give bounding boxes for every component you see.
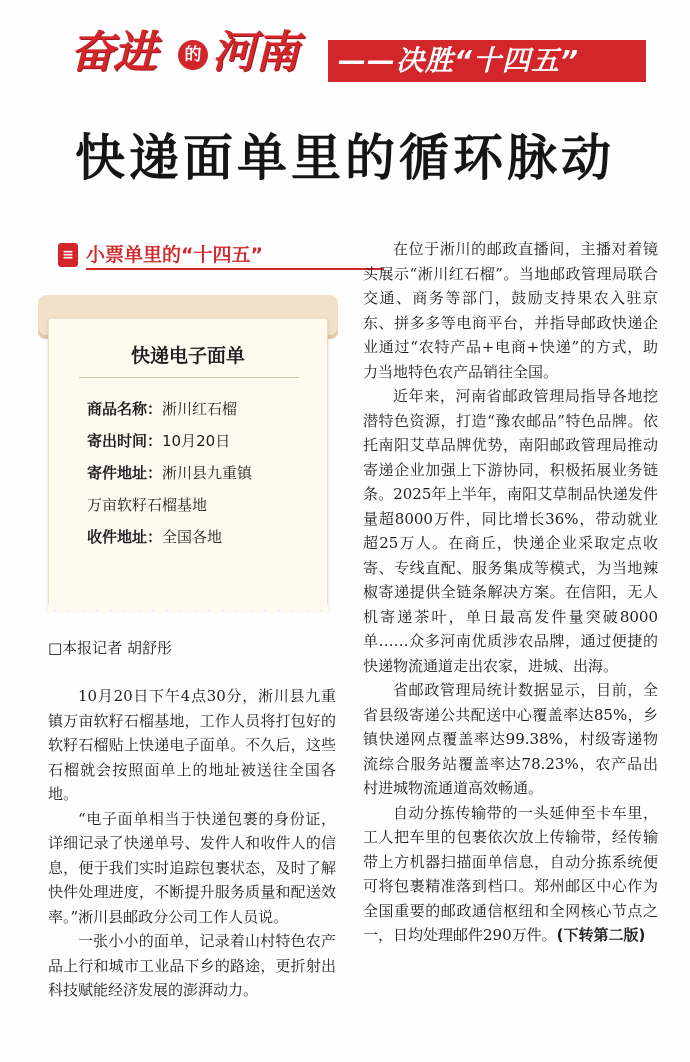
receipt-title: 快递电子面单 — [130, 345, 245, 367]
article-paragraph: 省邮政管理局统计数据显示，目前，全省县级寄递公共配送中心覆盖率达85%，乡镇快递网点覆盖率达99.38%，村级寄递物流综合服务站覆盖率达78.23%，农产品出村进城物流通道高效畅通。 — [363, 681, 658, 797]
section-subtitle — [58, 240, 333, 270]
banner-logo-part2: 河南 — [212, 27, 298, 78]
receipt-row — [87, 521, 312, 553]
receipt-row — [87, 457, 312, 489]
article-paragraph: 近年来，河南省邮政管理局指导各地挖潜特色资源，打造“豫农邮品”特色品牌。依托南阳艾草品牌优势，南阳邮政管理局推动寄递企业加强上下游协同，积极拓展业务链条。2025年上半年，南阳艾草制品快递发件量超8000万件，同比增长36%，带动就业超25万人。在商丘，快递企业采取定点收寄、专线直配、服务集成等模式，为当地辣椒寄递提供全链条解决方案。在信阳，无人机寄递茶叶，单日最高发件量突破8000单……众多河南优质涉农品牌，通过便捷的快递物流通道走出农家，进城、出海。 — [363, 387, 658, 675]
receipt-row-label: 收件地址： — [87, 528, 163, 546]
section-subtitle-text: 小票单里的“十四五” — [86, 244, 263, 266]
receipt-row-label: 商品名称： — [87, 400, 163, 418]
article-paragraph: “电子面单相当于快递包裹的身份证，详细记录了快递单号、发件人和收件人的信息，便于我们实时追踪包裹状态，及时了解快件处理进度，不断提升服务质量和配送效率。”淅川县邮政分公司工作人员说。 — [48, 809, 336, 926]
receipt-torn-edge — [48, 604, 328, 614]
ticket-icon: ≡ — [58, 243, 78, 267]
receipt-row — [87, 425, 312, 457]
article-column-right — [363, 237, 658, 948]
page-title: 快递面单里的循环脉动 — [75, 129, 615, 187]
byline: □本报记者 胡舒彤 — [48, 639, 172, 657]
banner-logo-de: 的 — [178, 40, 208, 70]
receipt-body — [87, 393, 312, 553]
article-paragraph: 一张小小的面单，记录着山村特色农产品上行和城市工业品下乡的路途，更折射出科技赋能经济发展的澎湃动力。 — [48, 932, 336, 999]
receipt-row — [87, 489, 312, 521]
receipt-row-value: 全国各地 — [162, 528, 223, 546]
continued-note: (下转第二版) — [556, 926, 646, 944]
receipt-row-value: 10月20日 — [162, 432, 231, 450]
receipt-row-value: 淅川红石榴 — [162, 400, 238, 418]
article-paragraph: 10月20日下午4点30分，淅川县九重镇万亩软籽石榴基地，工作人员将打包好的软籽石榴贴上快递电子面单。不久后，这些石榴就会按照面单上的地址被送往全国各地。 — [48, 687, 336, 803]
receipt-row-value: 万亩软籽石榴基地 — [87, 496, 208, 514]
article-column-left — [48, 684, 336, 1003]
article-paragraph-text: 自动分拣传输带的一头延伸至卡车里，工人把车里的包裹依次放上传输带，经传输带上方机器扫描面单信息，自动分拣系统便可将包裹精准落到档口。郑州邮区中心作为全国重要的邮政通信枢纽和全网核心节点之一，日均处理邮件290万件。 — [363, 803, 658, 944]
article-paragraph: 在位于淅川的邮政直播间，主播对着镜头展示“淅川红石榴”。当地邮政管理局联合交通、商务等部门，鼓励支持果农入驻京东、拼多多等电商平台，并指导邮政快递企业通过“农特产品+电商+快递”的方式，助力当地特色农产品销往全国。 — [363, 240, 658, 381]
article-paragraph — [363, 801, 658, 948]
receipt-row-value: 淅川县九重镇 — [162, 464, 253, 482]
banner-subtitle: ——决胜“十四五” — [328, 40, 646, 82]
banner-logo-part1: 奋进 — [70, 27, 156, 78]
receipt-row-label: 寄出时间： — [87, 432, 163, 450]
receipt-row-label: 寄件地址： — [87, 464, 163, 482]
section-subtitle-underline — [86, 268, 384, 270]
receipt-divider — [79, 377, 299, 378]
express-receipt — [48, 318, 328, 608]
receipt-row — [87, 393, 312, 425]
section-banner — [70, 12, 645, 92]
